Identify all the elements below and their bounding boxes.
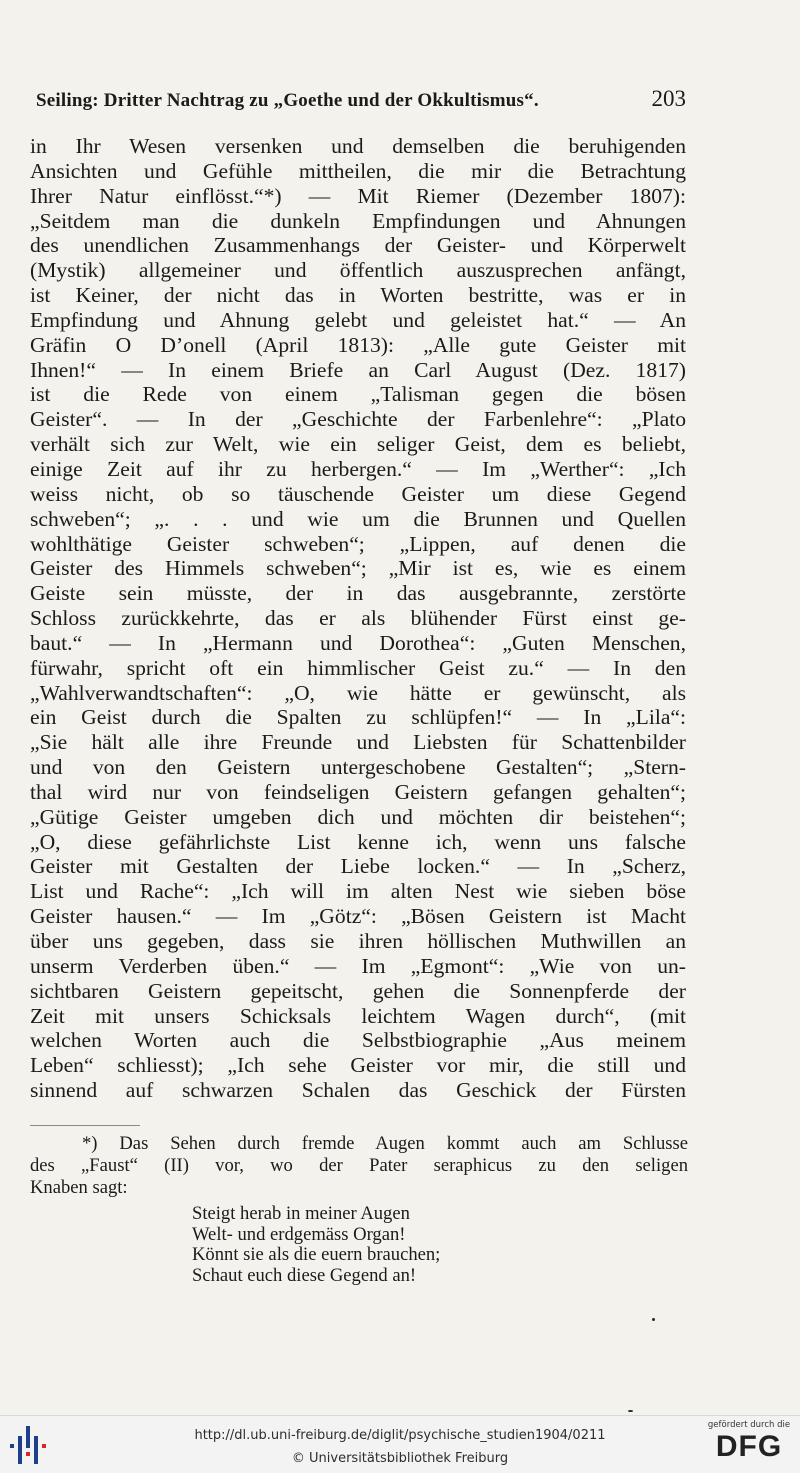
copyright-notice: © Universitätsbibliothek Freiburg: [291, 1451, 509, 1466]
text-line: Geiste sein müsste, der in das ausgebrannte, zerstörte: [30, 581, 686, 606]
page-header: [36, 86, 686, 112]
text-line: Leben“ schliesst); „Ich sehe Geister vor mir, die still und: [30, 1053, 686, 1078]
text-line: „Seitdem man die dunkeln Empfindungen und Ahnungen: [30, 208, 686, 233]
text-line: sinnend auf schwarzen Schalen das Geschick der Fürsten: [30, 1078, 686, 1103]
footnote-verse: [192, 1204, 440, 1286]
text-line: einige Zeit auf ihr zu herbergen.“ — Im „Werther“: „Ich: [30, 456, 686, 481]
text-line: wohlthätige Geister schweben“; „Lippen, auf denen die: [30, 531, 686, 556]
text-line: ein Geist durch die Spalten zu schlüpfen!“ — In „Lila“:: [30, 705, 686, 730]
text-line: sichtbaren Geistern gepeitscht, gehen die Sonnenpferde der: [30, 978, 686, 1003]
text-line: in Ihr Wesen versenken und demselben die beruhigenden: [30, 134, 686, 158]
text-line: (Mystik) allgemeiner und öffentlich auszusprechen anfängt,: [30, 258, 686, 283]
text-line: fürwahr, spricht oft ein himmlischer Geist zu.“ — In den: [30, 655, 686, 680]
footnote-line: *) Das Sehen durch fremde Augen kommt auch am Schlusse: [82, 1133, 688, 1154]
footnote: [30, 1133, 688, 1199]
text-line: „Sie hält alle ihre Freunde und Liebsten für Schattenbilder: [30, 730, 686, 755]
text-line: „Wahlverwandtschaften“: „O, wie hätte er gewünscht, als: [30, 680, 686, 705]
text-line: Schloss zurückkehrte, das er als blühender Fürst einst ge-: [30, 606, 686, 631]
footnote-line: des „Faust“ (II) vor, wo der Pater seraphicus zu den seligen: [30, 1155, 688, 1176]
text-line: „Gütige Geister umgeben dich und möchten dir beistehen“;: [30, 804, 686, 829]
text-line: über uns gegeben, dass sie ihren höllischen Muthwillen an: [30, 929, 686, 953]
text-line: Zeit mit unsers Schicksals leichtem Wagen durch“, (mit: [30, 1003, 686, 1028]
verse-line: Schaut euch diese Gegend an!: [192, 1264, 417, 1286]
text-line: ist Keiner, der nicht das in Worten bestritte, was er in: [30, 283, 686, 308]
text-line: Ihrer Natur einflösst.“*) — Mit Riemer (Dezember 1807):: [30, 183, 686, 208]
text-line: Geister mit Gestalten der Liebe locken.“ — In „Scherz,: [30, 854, 686, 879]
dfg-logo-text: DFG: [715, 1430, 783, 1463]
text-line: schweben“; „. . . und wie um die Brunnen und Quellen: [30, 506, 686, 531]
text-line: Ihnen!“ — In einem Briefe an Carl August (Dez. 1817): [30, 357, 686, 382]
text-line: baut.“ — In „Hermann und Dorothea“: „Guten Menschen,: [30, 630, 686, 655]
page-number: 203: [651, 86, 686, 111]
text-line: welchen Worten auch die Selbstbiographie „Aus meinem: [30, 1028, 686, 1053]
text-line: und von den Geistern untergeschobene Gestalten“; „Stern-: [30, 755, 686, 780]
verse-line: Könnt sie als die euern brauchen;: [192, 1244, 441, 1265]
text-line: Geister des Himmels schweben“; „Mir ist es, wie es einem: [30, 556, 686, 581]
text-line: Geister“. — In der „Geschichte der Farbenlehre“: „Plato: [30, 407, 686, 432]
text-line: unserm Verderben üben.“ — Im „Egmont“: „Wie von un-: [30, 953, 686, 978]
footnote-line: Knaben sagt:: [30, 1177, 128, 1198]
text-line: des unendlichen Zusammenhangs der Geister- und Körperwelt: [30, 233, 686, 258]
footnote-rule: [30, 1125, 140, 1126]
viewer-footer: [0, 1415, 800, 1473]
verse-line: Welt- und erdgemäss Organ!: [192, 1223, 406, 1245]
scan-speck: [628, 1410, 633, 1412]
text-line: „O, diese gefährlichste List kenne ich, wenn uns falsche: [30, 829, 686, 854]
permalink-url[interactable]: http://dl.ub.uni-freiburg.de/diglit/psychische_studien1904/0211: [194, 1428, 606, 1443]
text-line: weiss nicht, ob so täuschende Geister um diese Gegend: [30, 481, 686, 506]
text-line: verhält sich zur Welt, wie ein seliger Geist, dem es beliebt,: [30, 432, 686, 457]
text-line: List und Rache“: „Ich will im alten Nest wie sieben böse: [30, 879, 686, 904]
body-text: [30, 134, 686, 1103]
funder-note: gefördert durch die: [707, 1420, 791, 1430]
text-line: Geister hausen.“ — Im „Götz“: „Bösen Geistern ist Macht: [30, 904, 686, 929]
text-line: ist die Rede von einem „Talisman gegen die bösen: [30, 382, 686, 407]
verse-line: Steigt herab in meiner Augen: [192, 1203, 410, 1224]
running-title: Seiling: Dritter Nachtrag zu „Goethe und der Okkultismus“.: [36, 90, 539, 111]
text-line: Empfindung und Ahnung gelebt und geleistet hat.“ — An: [30, 307, 686, 332]
text-line: thal wird nur von feindseligen Geistern gefangen gehalten“;: [30, 779, 686, 804]
text-line: Gräfin O D’onell (April 1813): „Alle gute Geister mit: [30, 332, 686, 357]
dfg-logo[interactable]: [706, 1420, 792, 1470]
text-line: Ansichten und Gefühle mittheilen, die mir die Betrachtung: [30, 158, 686, 183]
scan-speck: [652, 1318, 655, 1321]
